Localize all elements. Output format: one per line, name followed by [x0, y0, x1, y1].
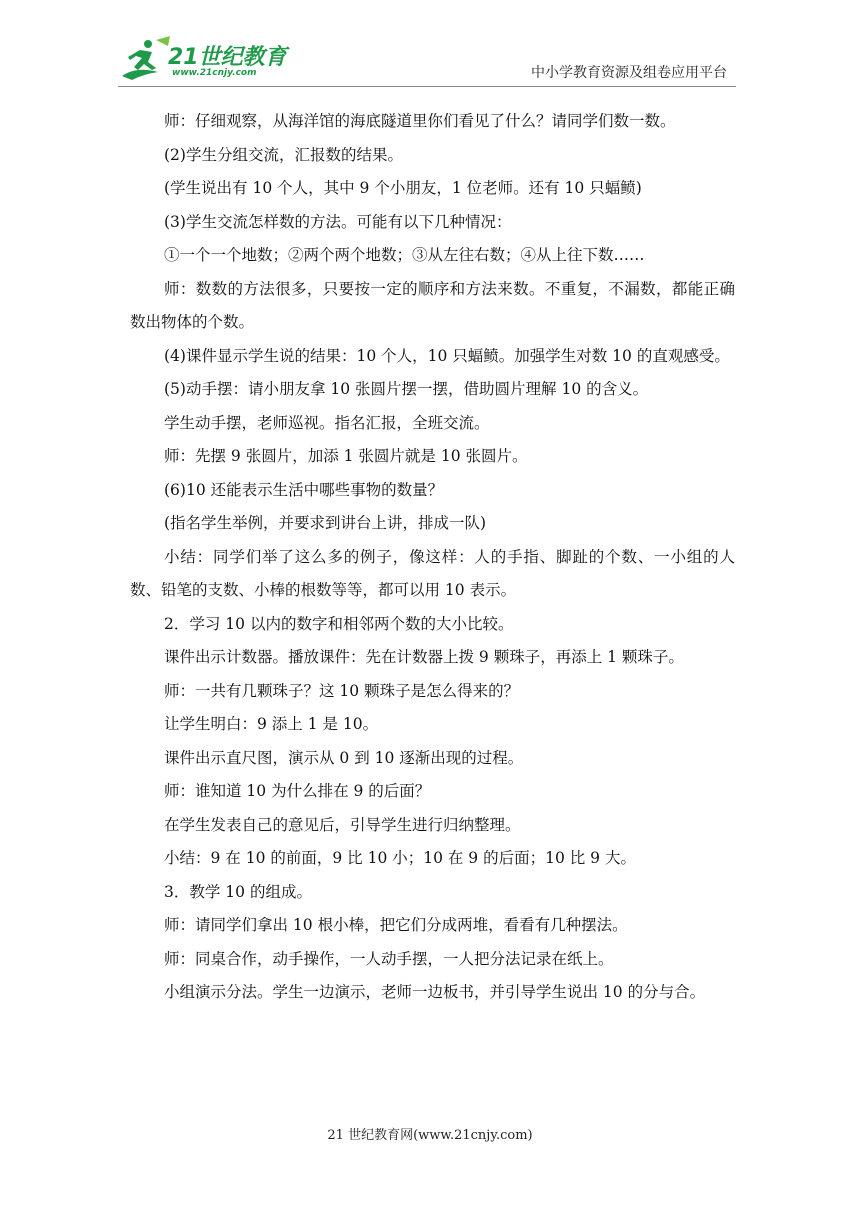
paragraph: 小结：9 在 10 的前面，9 比 10 小；10 在 9 的后面；10 比 9 大。 [164, 849, 636, 867]
paragraph: 师：数数的方法很多，只要按一定的顺序和方法来数。不重复，不漏数，都能正确数出物体的个数。 [130, 279, 735, 331]
paragraph: (3)学生交流怎样数的方法。可能有以下几种情况： [164, 212, 512, 231]
paragraph: 师：请同学们拿出 10 根小棒，把它们分成两堆，看看有几种摆法。 [164, 916, 628, 934]
header-divider [118, 86, 736, 87]
paragraph: (2)学生分组交流，汇报数的结果。 [164, 145, 403, 164]
paragraph: 学生动手摆，老师巡视。指名汇报，全班交流。 [164, 413, 490, 432]
paragraph: 师：仔细观察，从海洋馆的海底隧道里你们看见了什么？请同学们数一数。 [164, 112, 676, 130]
paragraph: ①一个一个地数；②两个两个地数；③从左往右数；④从上往下数…… [164, 246, 645, 264]
paragraph: (4)课件显示学生说的结果：10 个人，10 只蝠鲼。加强学生对数 10 的直观感受。 [164, 346, 730, 365]
page-footer: 21 世纪教育网(www.21cnjy.com) [327, 1128, 533, 1143]
paragraph: (5)动手摆：请小朋友拿 10 张圆片摆一摆，借助圆片理解 10 的含义。 [164, 380, 649, 398]
paragraph: (6)10 还能表示生活中哪些事物的数量？ [164, 480, 444, 499]
paragraph: 3．教学 10 的组成。 [164, 882, 312, 901]
paragraph: 让学生明白：9 添上 1 是 10。 [164, 715, 379, 733]
logo-url: www.21cnjy.com [172, 68, 257, 78]
paragraph: 师：谁知道 10 为什么排在 9 的后面？ [164, 782, 431, 800]
paragraph: 师：同桌合作，动手操作，一人动手摆，一人把分法记录在纸上。 [164, 949, 614, 968]
paragraph: 在学生发表自己的意见后，引导学生进行归纳整理。 [164, 815, 521, 834]
paragraph: 2．学习 10 以内的数字和相邻两个数的大小比较。 [164, 614, 514, 633]
paragraph: 师：一共有几颗珠子？这 10 颗珠子是怎么得来的？ [164, 681, 520, 700]
paragraph: (指名学生举例，并要求到讲台上讲，排成一队) [164, 514, 487, 532]
page-header [0, 0, 860, 100]
runner-logo-icon [118, 36, 172, 82]
logo-text: 21世纪教育 [168, 45, 287, 70]
document-body [130, 105, 735, 1010]
paragraph: 师：先摆 9 张圆片，加添 1 张圆片就是 10 张圆片。 [164, 447, 528, 465]
paragraph: 课件出示直尺图，演示从 0 到 10 逐渐出现的过程。 [164, 748, 524, 767]
paragraph: 课件出示计数器。播放课件：先在计数器上拨 9 颗珠子，再添上 1 颗珠子。 [164, 648, 684, 666]
paragraph: 小组演示分法。学生一边演示，老师一边板书，并引导学生说出 10 的分与合。 [164, 983, 706, 1001]
paragraph: 小结：同学们举了这么多的例子，像这样：人的手指、脚趾的个数、一小组的人数、铅笔的支数、小棒的根数等等，都可以用 10 表示。 [130, 547, 735, 599]
paragraph: (学生说出有 10 个人，其中 9 个小朋友，1 位老师。还有 10 只蝠鲼) [164, 179, 642, 197]
site-logo[interactable] [118, 36, 288, 86]
platform-title: 中小学教育资源及组卷应用平台 [531, 65, 727, 81]
